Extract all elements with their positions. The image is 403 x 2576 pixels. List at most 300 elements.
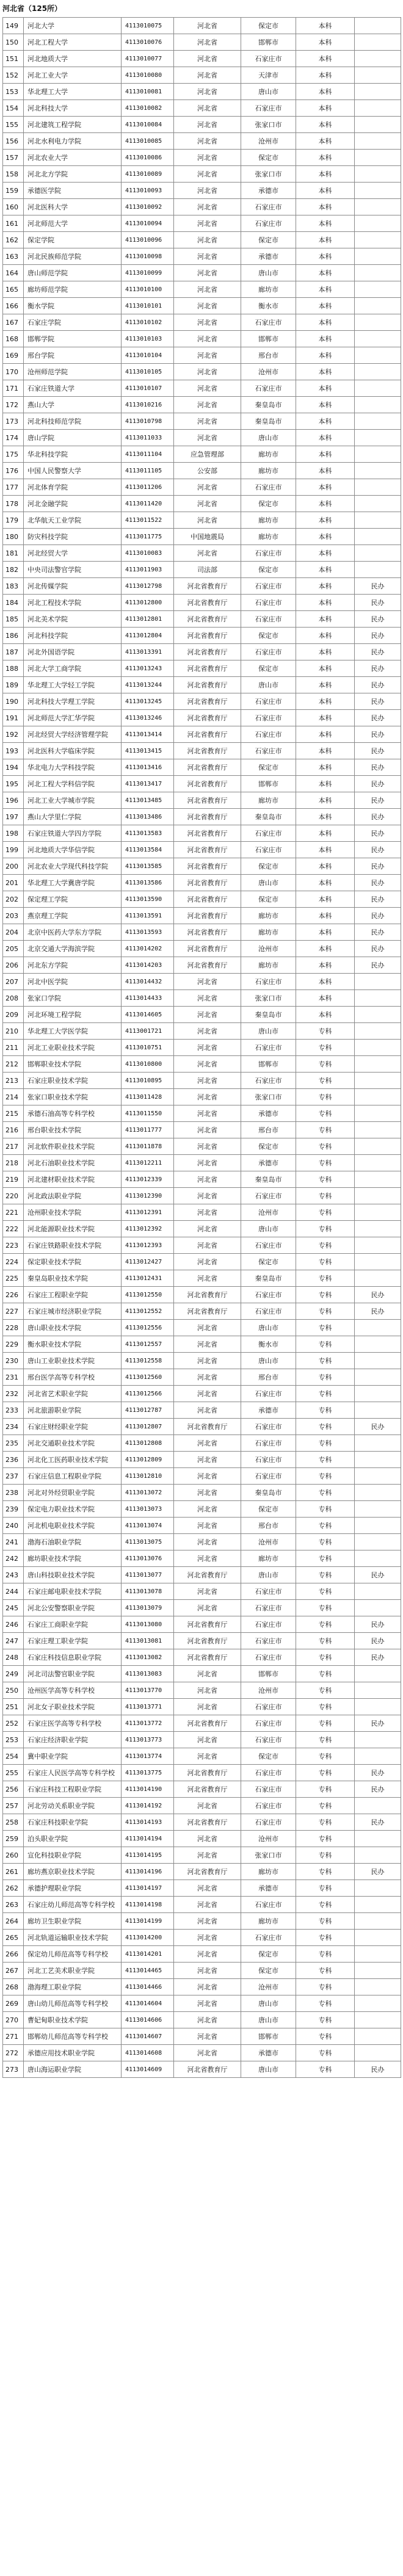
school-code: 4113013391 xyxy=(122,644,174,660)
note xyxy=(355,298,401,314)
note xyxy=(355,150,401,166)
level: 专科 xyxy=(296,1864,355,1880)
authority: 河北省教育厅 xyxy=(174,941,241,957)
row-number: 238 xyxy=(3,1485,24,1501)
authority: 河北省 xyxy=(174,2012,241,2028)
level: 专科 xyxy=(296,1435,355,1452)
school-code: 4113012808 xyxy=(122,1435,174,1452)
authority: 河北省 xyxy=(174,1897,241,1913)
row-number: 261 xyxy=(3,1864,24,1880)
school-name: 张家口职业技术学院 xyxy=(24,1089,122,1105)
table-row xyxy=(3,1880,401,1897)
school-code: 4113010094 xyxy=(122,215,174,232)
level: 专科 xyxy=(296,1715,355,1732)
table-row xyxy=(3,397,401,413)
school-name: 河北工程大学 xyxy=(24,34,122,51)
city: 石家庄市 xyxy=(241,1897,296,1913)
school-name: 燕山大学里仁学院 xyxy=(24,809,122,825)
level: 本科 xyxy=(296,1007,355,1023)
school-name: 燕京理工学院 xyxy=(24,908,122,924)
note: 民办 xyxy=(355,875,401,891)
note: 民办 xyxy=(355,611,401,628)
authority: 河北省教育厅 xyxy=(174,2061,241,2078)
row-number: 177 xyxy=(3,479,24,496)
row-number: 230 xyxy=(3,1353,24,1369)
table-row xyxy=(3,430,401,446)
note xyxy=(355,1518,401,1534)
table-row xyxy=(3,1485,401,1501)
note: 民办 xyxy=(355,726,401,743)
school-name: 河北体育学院 xyxy=(24,479,122,496)
city: 石家庄市 xyxy=(241,578,296,595)
table-row xyxy=(3,1369,401,1386)
school-code: 4113013072 xyxy=(122,1485,174,1501)
school-name: 防灾科技学院 xyxy=(24,529,122,545)
school-name: 石家庄科技工程职业学院 xyxy=(24,1781,122,1798)
level: 本科 xyxy=(296,446,355,463)
row-number: 206 xyxy=(3,957,24,974)
authority: 河北省教育厅 xyxy=(174,743,241,759)
school-code: 4113014606 xyxy=(122,2012,174,2028)
row-number: 209 xyxy=(3,1007,24,1023)
level: 本科 xyxy=(296,875,355,891)
authority: 河北省教育厅 xyxy=(174,776,241,792)
level: 本科 xyxy=(296,380,355,397)
city: 石家庄市 xyxy=(241,1452,296,1468)
level: 本科 xyxy=(296,726,355,743)
city: 承德市 xyxy=(241,248,296,265)
note: 民办 xyxy=(355,842,401,858)
note xyxy=(355,34,401,51)
school-code: 4113013771 xyxy=(122,1699,174,1715)
row-number: 202 xyxy=(3,891,24,908)
city: 廊坊市 xyxy=(241,957,296,974)
table-row xyxy=(3,924,401,941)
school-code: 4113010216 xyxy=(122,397,174,413)
row-number: 210 xyxy=(3,1023,24,1040)
city: 石家庄市 xyxy=(241,1188,296,1204)
city: 石家庄市 xyxy=(241,743,296,759)
table-row xyxy=(3,265,401,281)
table-row xyxy=(3,199,401,215)
city: 张家口市 xyxy=(241,117,296,133)
school-name: 中国人民警察大学 xyxy=(24,463,122,479)
row-number: 155 xyxy=(3,117,24,133)
note xyxy=(355,1073,401,1089)
level: 专科 xyxy=(296,1204,355,1221)
city: 石家庄市 xyxy=(241,1303,296,1320)
row-number: 246 xyxy=(3,1616,24,1633)
table-row xyxy=(3,380,401,397)
city: 沧州市 xyxy=(241,1979,296,1995)
authority: 河北省 xyxy=(174,1040,241,1056)
note xyxy=(355,215,401,232)
school-code: 4113013591 xyxy=(122,908,174,924)
authority: 河北省 xyxy=(174,1913,241,1930)
level: 本科 xyxy=(296,430,355,446)
row-number: 263 xyxy=(3,1897,24,1913)
authority: 河北省教育厅 xyxy=(174,1419,241,1435)
city: 保定市 xyxy=(241,858,296,875)
row-number: 163 xyxy=(3,248,24,265)
city: 石家庄市 xyxy=(241,1600,296,1616)
note xyxy=(355,397,401,413)
school-code: 4113010093 xyxy=(122,183,174,199)
school-code: 4113012552 xyxy=(122,1303,174,1320)
city: 保定市 xyxy=(241,1254,296,1270)
table-row xyxy=(3,743,401,759)
level: 本科 xyxy=(296,215,355,232)
row-number: 170 xyxy=(3,364,24,380)
school-name: 廊坊卫生职业学院 xyxy=(24,1913,122,1930)
level: 专科 xyxy=(296,1963,355,1979)
table-body xyxy=(3,18,401,2078)
note xyxy=(355,463,401,479)
school-code: 4113010103 xyxy=(122,331,174,347)
authority: 河北省 xyxy=(174,1254,241,1270)
row-number: 228 xyxy=(3,1320,24,1336)
level: 本科 xyxy=(296,479,355,496)
table-row xyxy=(3,512,401,529)
row-number: 181 xyxy=(3,545,24,562)
note xyxy=(355,1089,401,1105)
city: 秦皇岛市 xyxy=(241,1007,296,1023)
row-number: 168 xyxy=(3,331,24,347)
row-number: 235 xyxy=(3,1435,24,1452)
city: 廊坊市 xyxy=(241,463,296,479)
school-code: 4113012810 xyxy=(122,1468,174,1485)
school-name: 华北电力大学科技学院 xyxy=(24,759,122,776)
authority: 河北省 xyxy=(174,1748,241,1765)
table-row xyxy=(3,941,401,957)
school-code: 4113012391 xyxy=(122,1204,174,1221)
row-number: 271 xyxy=(3,2028,24,2045)
note xyxy=(355,1732,401,1748)
table-row xyxy=(3,1666,401,1682)
table-row xyxy=(3,693,401,710)
level: 专科 xyxy=(296,1501,355,1518)
city: 秦皇岛市 xyxy=(241,413,296,430)
row-number: 191 xyxy=(3,710,24,726)
level: 专科 xyxy=(296,1105,355,1122)
school-code: 4113014194 xyxy=(122,1831,174,1847)
note xyxy=(355,331,401,347)
table-row xyxy=(3,1765,401,1781)
school-name: 华北科技学院 xyxy=(24,446,122,463)
level: 本科 xyxy=(296,298,355,314)
table-row xyxy=(3,974,401,990)
note xyxy=(355,1221,401,1237)
table-row xyxy=(3,1287,401,1303)
authority: 河北省教育厅 xyxy=(174,825,241,842)
authority: 河北省教育厅 xyxy=(174,1715,241,1732)
city: 保定市 xyxy=(241,150,296,166)
school-code: 4113013081 xyxy=(122,1633,174,1649)
note xyxy=(355,496,401,512)
table-row xyxy=(3,1913,401,1930)
note xyxy=(355,1023,401,1040)
school-code: 4113014433 xyxy=(122,990,174,1007)
school-name: 承德护理职业学院 xyxy=(24,1880,122,1897)
table-row xyxy=(3,281,401,298)
authority: 河北省教育厅 xyxy=(174,858,241,875)
school-name: 河北工业大学城市学院 xyxy=(24,792,122,809)
authority: 河北省教育厅 xyxy=(174,710,241,726)
note xyxy=(355,1007,401,1023)
city: 邯郸市 xyxy=(241,2028,296,2045)
city: 秦皇岛市 xyxy=(241,397,296,413)
row-number: 185 xyxy=(3,611,24,628)
table-row xyxy=(3,562,401,578)
school-code: 4113013775 xyxy=(122,1765,174,1781)
table-row xyxy=(3,1583,401,1600)
authority: 应急管理部 xyxy=(174,446,241,463)
school-code: 4113010098 xyxy=(122,248,174,265)
school-name: 保定职业技术学院 xyxy=(24,1254,122,1270)
school-code: 4113012798 xyxy=(122,578,174,595)
authority: 河北省 xyxy=(174,199,241,215)
row-number: 186 xyxy=(3,628,24,644)
authority: 河北省 xyxy=(174,397,241,413)
level: 本科 xyxy=(296,84,355,100)
row-number: 254 xyxy=(3,1748,24,1765)
row-number: 199 xyxy=(3,842,24,858)
table-row xyxy=(3,578,401,595)
city: 石家庄市 xyxy=(241,1040,296,1056)
level: 专科 xyxy=(296,1452,355,1468)
school-code: 4113010084 xyxy=(122,117,174,133)
city: 保定市 xyxy=(241,759,296,776)
row-number: 239 xyxy=(3,1501,24,1518)
school-code: 4113012556 xyxy=(122,1320,174,1336)
authority: 河北省 xyxy=(174,1056,241,1073)
level: 本科 xyxy=(296,133,355,150)
school-name: 沧州医学高等专科学校 xyxy=(24,1682,122,1699)
school-name: 衡水职业技术学院 xyxy=(24,1336,122,1353)
city: 张家口市 xyxy=(241,1847,296,1864)
authority: 河北省教育厅 xyxy=(174,595,241,611)
note xyxy=(355,183,401,199)
school-code: 4113012427 xyxy=(122,1254,174,1270)
note: 民办 xyxy=(355,1864,401,1880)
table-row xyxy=(3,545,401,562)
level: 本科 xyxy=(296,100,355,117)
school-name: 河北工业职业技术学院 xyxy=(24,1040,122,1056)
authority: 河北省 xyxy=(174,1732,241,1748)
level: 专科 xyxy=(296,1056,355,1073)
note xyxy=(355,1798,401,1814)
table-row xyxy=(3,1320,401,1336)
city: 唐山市 xyxy=(241,1567,296,1583)
note: 民办 xyxy=(355,891,401,908)
note: 民办 xyxy=(355,957,401,974)
city: 保定市 xyxy=(241,628,296,644)
note xyxy=(355,413,401,430)
note xyxy=(355,1682,401,1699)
school-name: 河北经贸大学 xyxy=(24,545,122,562)
row-number: 159 xyxy=(3,183,24,199)
note: 民办 xyxy=(355,1814,401,1831)
table-row xyxy=(3,1221,401,1237)
authority: 河北省教育厅 xyxy=(174,1567,241,1583)
table-row xyxy=(3,858,401,875)
row-number: 257 xyxy=(3,1798,24,1814)
table-row xyxy=(3,117,401,133)
city: 唐山市 xyxy=(241,1023,296,1040)
school-name: 邢台医学高等专科学校 xyxy=(24,1369,122,1386)
table-row xyxy=(3,1682,401,1699)
city: 衡水市 xyxy=(241,1336,296,1353)
row-number: 265 xyxy=(3,1930,24,1946)
authority: 中国地震局 xyxy=(174,529,241,545)
note xyxy=(355,1534,401,1550)
row-number: 150 xyxy=(3,34,24,51)
school-code: 4113012550 xyxy=(122,1287,174,1303)
authority: 河北省 xyxy=(174,1946,241,1963)
school-name: 石家庄铁路职业技术学院 xyxy=(24,1237,122,1254)
table-row xyxy=(3,1567,401,1583)
authority: 河北省 xyxy=(174,380,241,397)
school-code: 4113013485 xyxy=(122,792,174,809)
note xyxy=(355,545,401,562)
row-number: 182 xyxy=(3,562,24,578)
row-number: 240 xyxy=(3,1518,24,1534)
authority: 河北省 xyxy=(174,215,241,232)
authority: 河北省 xyxy=(174,1452,241,1468)
school-name: 河北政法职业学院 xyxy=(24,1188,122,1204)
school-name: 河北地质大学 xyxy=(24,51,122,67)
table-row xyxy=(3,1237,401,1254)
authority: 河北省 xyxy=(174,1204,241,1221)
row-number: 217 xyxy=(3,1138,24,1155)
level: 专科 xyxy=(296,1237,355,1254)
school-code: 4113011878 xyxy=(122,1138,174,1155)
school-code: 4113010751 xyxy=(122,1040,174,1056)
authority: 河北省 xyxy=(174,1122,241,1138)
note: 民办 xyxy=(355,595,401,611)
level: 专科 xyxy=(296,1155,355,1171)
school-name: 邯郸幼儿师范高等专科学校 xyxy=(24,2028,122,2045)
school-name: 冀中职业学院 xyxy=(24,1748,122,1765)
school-code: 4113011105 xyxy=(122,463,174,479)
school-name: 唐山职业技术学院 xyxy=(24,1320,122,1336)
note xyxy=(355,281,401,298)
table-row xyxy=(3,644,401,660)
school-name: 唐山师范学院 xyxy=(24,265,122,281)
note: 民办 xyxy=(355,924,401,941)
school-name: 石家庄理工职业学院 xyxy=(24,1633,122,1649)
level: 本科 xyxy=(296,150,355,166)
school-name: 华北理工大学 xyxy=(24,84,122,100)
note xyxy=(355,1171,401,1188)
authority: 河北省 xyxy=(174,1666,241,1682)
authority: 河北省 xyxy=(174,1699,241,1715)
row-number: 268 xyxy=(3,1979,24,1995)
school-code: 4113013080 xyxy=(122,1616,174,1633)
row-number: 241 xyxy=(3,1534,24,1550)
note xyxy=(355,117,401,133)
table-row xyxy=(3,1353,401,1369)
row-number: 252 xyxy=(3,1715,24,1732)
authority: 司法部 xyxy=(174,562,241,578)
row-number: 194 xyxy=(3,759,24,776)
school-code: 4113012800 xyxy=(122,595,174,611)
row-number: 253 xyxy=(3,1732,24,1748)
authority: 河北省 xyxy=(174,331,241,347)
row-number: 149 xyxy=(3,18,24,34)
level: 本科 xyxy=(296,413,355,430)
city: 石家庄市 xyxy=(241,51,296,67)
city: 保定市 xyxy=(241,18,296,34)
note xyxy=(355,990,401,1007)
school-code: 4113012211 xyxy=(122,1155,174,1171)
school-code: 4113011903 xyxy=(122,562,174,578)
school-code: 4113014200 xyxy=(122,1930,174,1946)
school-code: 4113012390 xyxy=(122,1188,174,1204)
city: 保定市 xyxy=(241,891,296,908)
note xyxy=(355,232,401,248)
city: 保定市 xyxy=(241,1946,296,1963)
level: 专科 xyxy=(296,1402,355,1419)
school-code: 4113011777 xyxy=(122,1122,174,1138)
school-name: 河北环境工程学院 xyxy=(24,1007,122,1023)
authority: 河北省教育厅 xyxy=(174,908,241,924)
school-code: 4113010086 xyxy=(122,150,174,166)
level: 本科 xyxy=(296,595,355,611)
city: 石家庄市 xyxy=(241,1715,296,1732)
table-row xyxy=(3,1748,401,1765)
level: 专科 xyxy=(296,1946,355,1963)
level: 本科 xyxy=(296,347,355,364)
level: 专科 xyxy=(296,1485,355,1501)
note: 民办 xyxy=(355,1765,401,1781)
school-code: 4113014607 xyxy=(122,2028,174,2045)
table-row xyxy=(3,1649,401,1666)
row-number: 231 xyxy=(3,1369,24,1386)
note: 民办 xyxy=(355,809,401,825)
city: 唐山市 xyxy=(241,84,296,100)
city: 廊坊市 xyxy=(241,792,296,809)
level: 专科 xyxy=(296,1732,355,1748)
school-name: 河北轨道运输职业技术学院 xyxy=(24,1930,122,1946)
level: 专科 xyxy=(296,2061,355,2078)
note: 民办 xyxy=(355,1649,401,1666)
city: 石家庄市 xyxy=(241,1386,296,1402)
table-row xyxy=(3,314,401,331)
authority: 河北省 xyxy=(174,1979,241,1995)
city: 张家口市 xyxy=(241,1089,296,1105)
school-name: 河北工业大学 xyxy=(24,67,122,84)
city: 沧州市 xyxy=(241,1831,296,1847)
school-code: 4113010089 xyxy=(122,166,174,183)
school-name: 沧州职业技术学院 xyxy=(24,1204,122,1221)
row-number: 260 xyxy=(3,1847,24,1864)
level: 专科 xyxy=(296,1303,355,1320)
row-number: 152 xyxy=(3,67,24,84)
table-row xyxy=(3,908,401,924)
level: 本科 xyxy=(296,858,355,875)
note: 民办 xyxy=(355,644,401,660)
table-row xyxy=(3,1781,401,1798)
school-name: 廊坊师范学院 xyxy=(24,281,122,298)
city: 保定市 xyxy=(241,562,296,578)
table-row xyxy=(3,842,401,858)
note xyxy=(355,1847,401,1864)
level: 专科 xyxy=(296,1369,355,1386)
school-code: 4113013083 xyxy=(122,1666,174,1682)
school-code: 4113014605 xyxy=(122,1007,174,1023)
note xyxy=(355,100,401,117)
